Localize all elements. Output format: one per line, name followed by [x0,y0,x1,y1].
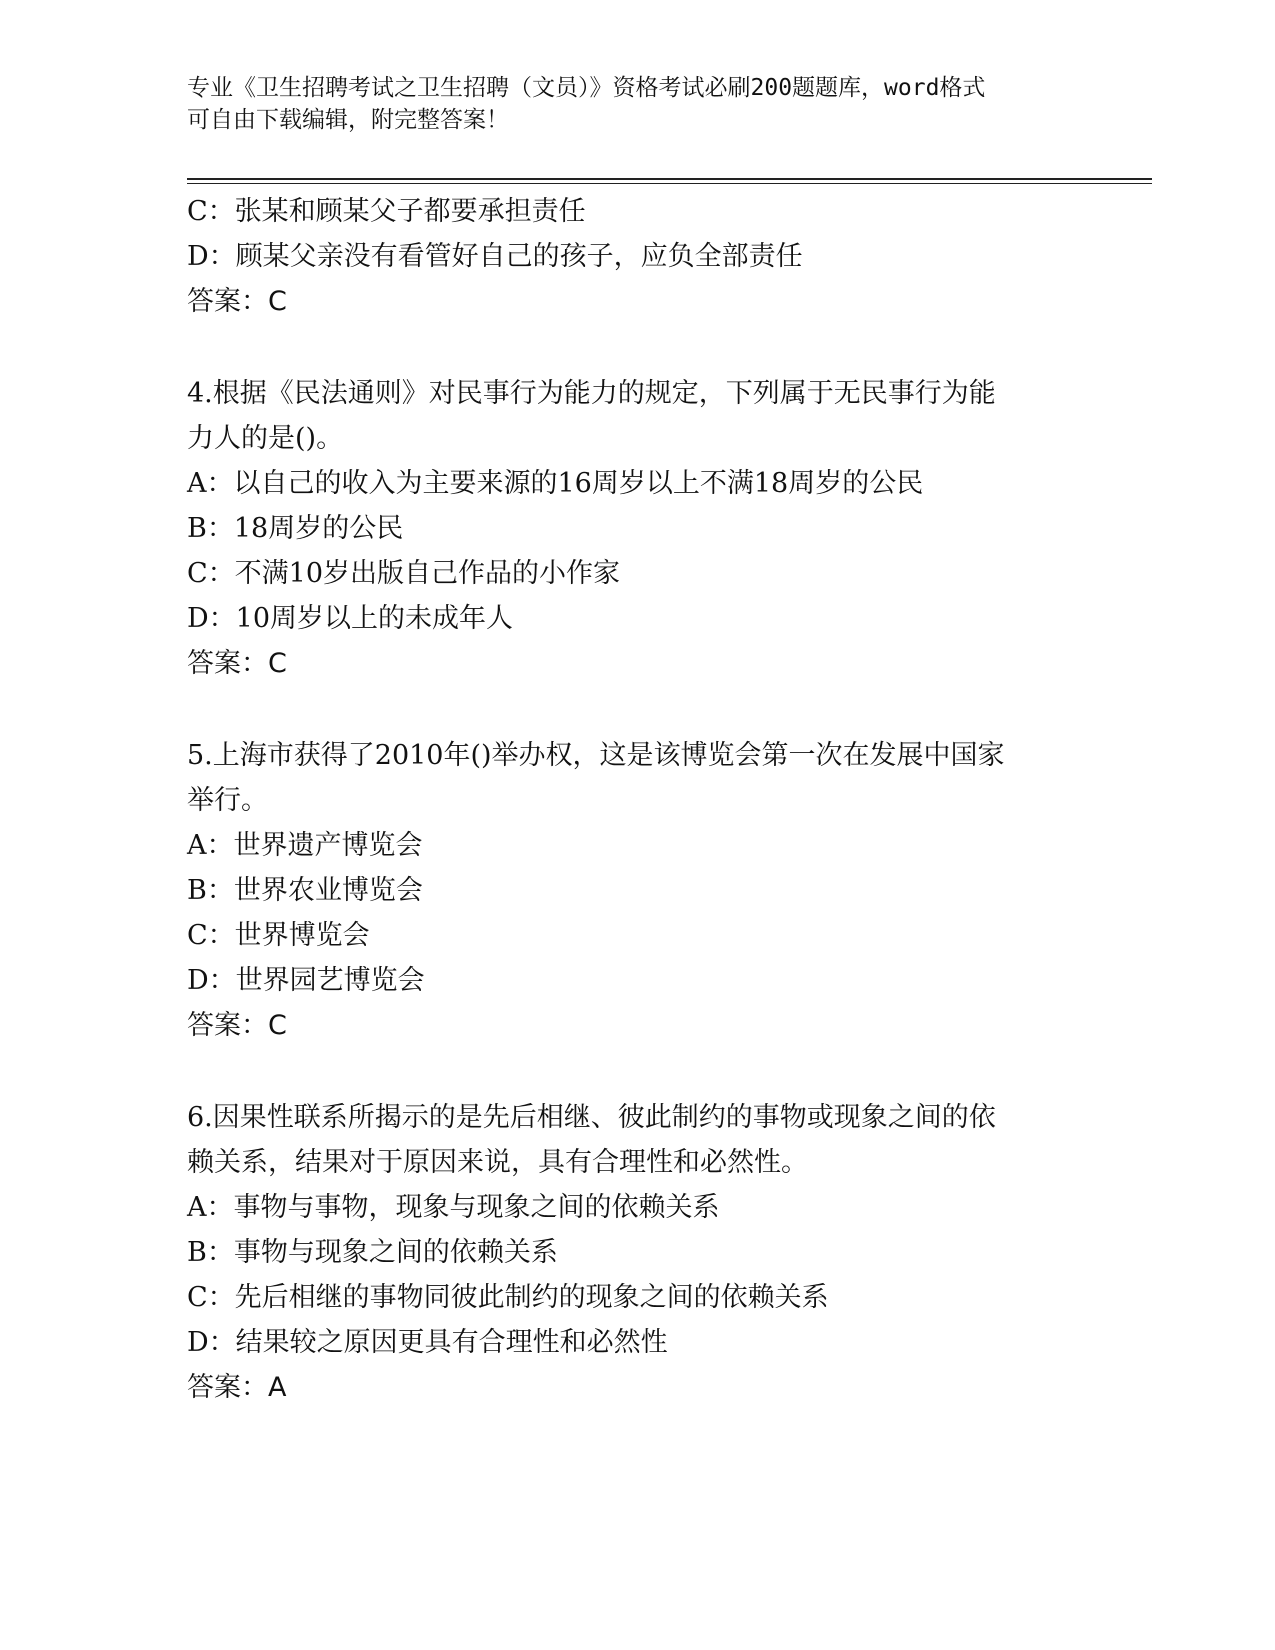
question-text-continued: 赖关系，结果对于原因来说，具有合理性和必然性。 [187,1147,808,1178]
question-3-partial [187,189,1087,324]
spacer [187,324,1087,371]
option-a: A：世界遗产博览会 [187,830,423,861]
header-line-1: 专业《卫生招聘考试之卫生招聘（文员）》资格考试必刷200题题库，word格式 [187,75,986,101]
option-c: C：张某和顾某父子都要承担责任 [187,196,586,227]
question-text: 4.根据《民法通则》对民事行为能力的规定，下列属于无民事行为能 [187,378,996,409]
spacer [187,1048,1087,1095]
question-text-continued: 力人的是()。 [187,423,344,454]
option-d: D：10周岁以上的未成年人 [187,603,514,634]
question-text: 5.上海市获得了2010年()举办权，这是该博览会第一次在发展中国家 [187,740,1005,771]
header-rule-thick [187,178,1152,180]
page-header [187,72,1067,136]
answer: 答案：C [187,648,287,679]
option-b: B：18周岁的公民 [187,513,404,544]
question-list [187,189,1087,1410]
option-d: D：世界园艺博览会 [187,965,425,996]
option-c: C：先后相继的事物同彼此制约的现象之间的依赖关系 [187,1282,829,1313]
option-d: D：结果较之原因更具有合理性和必然性 [187,1327,668,1358]
option-c: C：不满10岁出版自己作品的小作家 [187,558,621,589]
option-a: A：以自己的收入为主要来源的16周岁以上不满18周岁的公民 [187,468,924,499]
header-line-2: 可自由下载编辑，附完整答案！ [187,107,509,133]
option-d: D：顾某父亲没有看管好自己的孩子，应负全部责任 [187,241,803,272]
option-c: C：世界博览会 [187,920,370,951]
question-text: 6.因果性联系所揭示的是先后相继、彼此制约的事物或现象之间的依 [187,1102,996,1133]
question-4 [187,371,1087,686]
option-b: B：世界农业博览会 [187,875,423,906]
answer: 答案：C [187,1010,287,1041]
question-6 [187,1095,1087,1410]
answer: 答案：A [187,1372,287,1403]
answer: 答案：C [187,286,287,317]
option-a: A：事物与事物，现象与现象之间的依赖关系 [187,1192,720,1223]
question-5 [187,733,1087,1048]
spacer [187,686,1087,733]
question-text-continued: 举行。 [187,785,268,816]
header-rule-thin [187,183,1152,184]
option-b: B：事物与现象之间的依赖关系 [187,1237,558,1268]
